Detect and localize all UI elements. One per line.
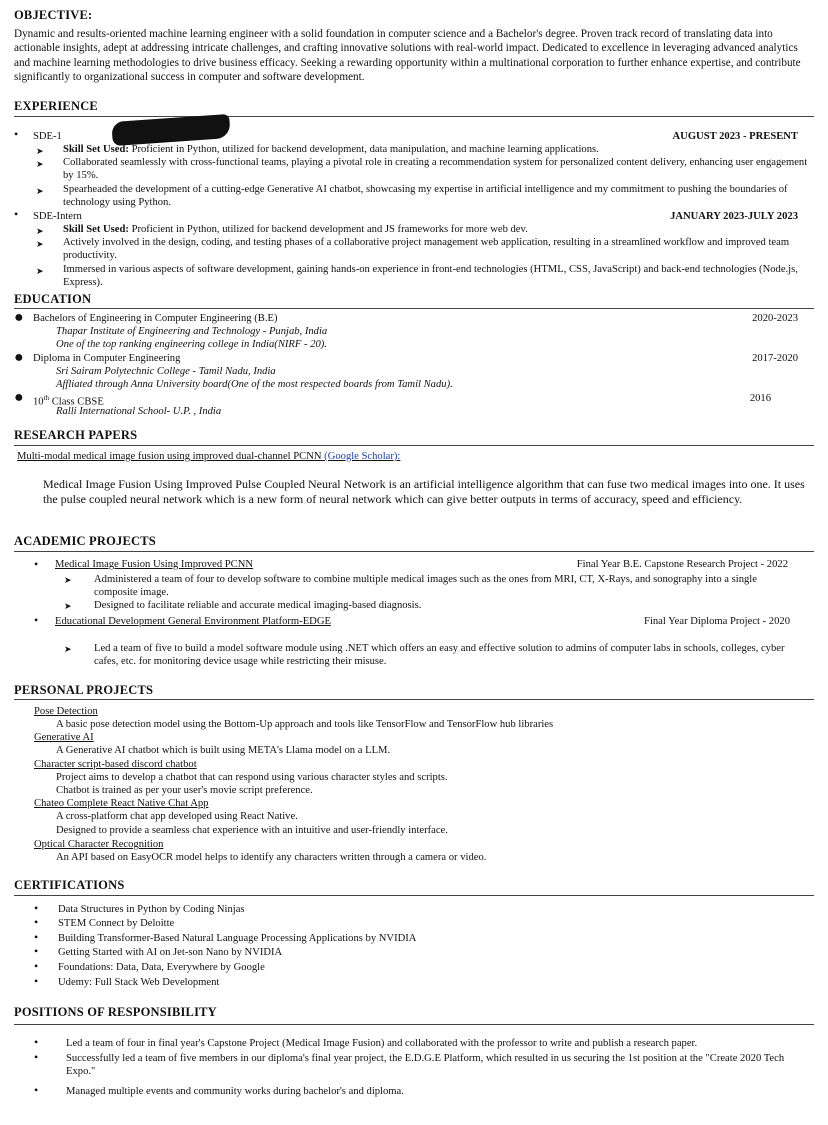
research-title	[17, 450, 400, 463]
certification-item: Getting Started with AI on Jet-son Nano by NVIDIA	[58, 947, 283, 958]
certification-item: Building Transformer-Based Natural Language Processing Applications by NVIDIA	[58, 933, 417, 944]
responsibility-heading: POSITIONS OF RESPONSIBILITY	[14, 1005, 217, 1019]
bullet-icon: •	[34, 959, 39, 973]
certification-item: Data Structures in Python by Coding Ninjas	[58, 904, 245, 915]
arrow-icon: ➤	[64, 601, 72, 611]
edu-years: 2016	[749, 393, 771, 404]
degree: Diploma in Computer Engineering	[33, 353, 181, 364]
project-note: Final Year B.E. Capstone Research Project - 2022	[576, 559, 788, 570]
institution: Thapar Institute of Engineering and Technology - Punjab, India	[56, 326, 328, 337]
degree-name: Class CBSE	[49, 396, 104, 408]
institution-note: Affliated through Anna University board(One of the most respected boards from Tamil Nadu).	[56, 379, 453, 390]
skill-set	[63, 143, 803, 156]
skill-text: Proficient in Python, utilized for backend development, data manipulation, and machine learning applications.	[128, 144, 599, 155]
job-dates: JANUARY 2023-JULY 2023	[670, 211, 798, 222]
personal-project-line: An API based on EasyOCR model helps to identify any characters written through a camera or video.	[56, 852, 487, 863]
certification-item: Foundations: Data, Data, Everywhere by Google	[58, 962, 265, 973]
project-point: Administered a team of four to develop software to combine multiple medical images such as the ones from MRI, CT, X-Rays, and sonography into a single composite image.	[94, 574, 757, 598]
personal-project-line: A Generative AI chatbot which is built using META's Llama model on a LLM.	[56, 745, 391, 756]
bullet-icon: •	[34, 613, 39, 627]
job-point: Immersed in various aspects of software development, gaining hands-on experience in front-end technologies (HTML, CSS, JavaScript) and back-end technologies (Node.js, Express).	[63, 264, 798, 288]
job-title: SDE-1	[33, 131, 62, 142]
project-name: Medical Image Fusion Using Improved PCNN	[55, 559, 254, 570]
bullet-icon: •	[34, 930, 39, 944]
arrow-icon: ➤	[36, 186, 44, 196]
certification-item: Udemy: Full Stack Web Development	[58, 977, 220, 988]
personal-project-name: Optical Character Recognition	[34, 839, 164, 850]
responsibility-item: Successfully led a team of five members in our diploma's final year project, the E.D.G.E Platform, which resulted in us securing the 1st position at the "Create 2020 Tech Expo."	[66, 1053, 785, 1077]
skill-set	[63, 223, 803, 236]
bullet-icon: •	[34, 915, 39, 929]
edu-years: 2017-2020	[752, 353, 798, 364]
bullet-icon: •	[34, 944, 39, 958]
institution: Ralli International School- U.P. , India	[56, 406, 222, 417]
personal-project-name: Generative AI	[34, 732, 94, 743]
skill-label: Skill Set Used:	[63, 224, 129, 235]
objective-heading: OBJECTIVE:	[14, 8, 93, 22]
job-point: Spearheaded the development of a cutting-edge Generative AI chatbot, showcasing my expertise in artificial intelligence and my commitment to pushing the boundaries of technology using Python.	[63, 184, 788, 208]
section-divider	[14, 116, 814, 117]
academic-heading: ACADEMIC PROJECTS	[14, 534, 156, 548]
edu-years: 2020-2023	[752, 313, 798, 324]
institution-note: One of the top ranking engineering college in India(NIRF - 20).	[56, 339, 327, 350]
section-divider	[14, 699, 814, 700]
skill-label: Skill Set Used:	[63, 144, 129, 155]
personal-heading: PERSONAL PROJECTS	[14, 683, 154, 697]
bullet-icon: •	[14, 127, 19, 141]
responsibility-item: Led a team of four in final year's Capstone Project (Medical Image Fusion) and collaborated with the professor to write and publish a research paper.	[66, 1038, 698, 1049]
section-divider	[14, 308, 814, 309]
arrow-icon: ➤	[64, 644, 72, 654]
section-divider	[14, 895, 814, 896]
bullet-icon: ●	[14, 309, 24, 326]
arrow-icon: ➤	[36, 266, 44, 276]
google-scholar-link[interactable]: (Google Scholar):	[324, 451, 401, 462]
redaction-mark	[111, 114, 230, 146]
skill-text: Proficient in Python, utilized for backend development and JS frameworks for more web dev.	[128, 224, 528, 235]
personal-project-name: Pose Detection	[34, 706, 98, 717]
personal-project-line: Project aims to develop a chatbot that can respond using various character styles and scripts.	[56, 772, 448, 783]
research-heading: RESEARCH PAPERS	[14, 428, 138, 442]
paper-title: Multi-modal medical image fusion using improved dual-channel PCNN	[17, 451, 322, 462]
bullet-icon: •	[34, 974, 39, 988]
project-note: Final Year Diploma Project - 2020	[644, 616, 790, 627]
bullet-icon: •	[34, 1050, 39, 1064]
arrow-icon: ➤	[36, 146, 44, 156]
job-point: Collaborated seamlessly with cross-functional teams, playing a pivotal role in creating a recommendation system for personalized content delivery, enhancing user engagement by 15%.	[63, 157, 808, 181]
bullet-icon: •	[34, 1035, 39, 1049]
objective-text: Dynamic and results-oriented machine learning engineer with a solid foundation in computer science and a Bachelor's degree. Proven track record of translating data into actionable insights, adept at addressing intricate challenges, and crafting innovative solutions with real-world impact. Dedicated to excellence in leveraging advanced analytics and machine learning methodologies to drive business efficacy. Seeking a rewarding opportunity within a multinational corporation to further enhance expertise, and contribute significantly to organizational success in computer and software development.	[14, 28, 801, 83]
bullet-icon: ●	[14, 389, 24, 406]
education-heading: EDUCATION	[14, 292, 92, 306]
personal-project-line: Designed to provide a seamless chat experience with an intuitive and user-friendly interface.	[56, 825, 448, 836]
personal-project-line: A basic pose detection model using the Bottom-Up approach and tools like TensorFlow and TensorFlow hub libraries	[56, 719, 554, 730]
personal-project-line: Chatbot is trained as per your user's movie script preference.	[56, 785, 313, 796]
section-divider	[14, 1024, 814, 1025]
bullet-icon: •	[34, 557, 39, 571]
arrow-icon: ➤	[36, 226, 44, 236]
arrow-icon: ➤	[36, 159, 44, 169]
project-point: Led a team of five to build a model software module using .NET which offers an easy and effective solution to admins of computer labs in schools, colleges, cyber cafes, etc. for monitoring device usage while restricting their misuse.	[94, 643, 785, 667]
responsibility-item: Managed multiple events and community works during bachelor's and diploma.	[66, 1086, 404, 1097]
arrow-icon: ➤	[64, 575, 72, 585]
job-dates: AUGUST 2023 - PRESENT	[672, 131, 798, 142]
research-body: Medical Image Fusion Using Improved Pulse Coupled Neural Network is an artificial intelligence algorithm that can fuse two medical images into one. It uses the pulse coupled neural network which is a new form of neural network which can give better outputs in terms of accuracy, speed and efficiency.	[43, 477, 805, 506]
bullet-icon: •	[14, 207, 19, 221]
certifications-heading: CERTIFICATIONS	[14, 878, 125, 892]
personal-project-name: Chateo Complete React Native Chat App	[34, 798, 209, 809]
job-point: Actively involved in the design, coding, and testing phases of a collaborative project management web application, resulting in a streamlined workflow and improved team productivity.	[63, 237, 790, 261]
institution: Sri Sairam Polytechnic College - Tamil Nadu, India	[56, 366, 276, 377]
job-title: SDE-Intern	[33, 211, 82, 222]
certification-item: STEM Connect by Deloitte	[58, 918, 175, 929]
project-point: Designed to facilitate reliable and accurate medical imaging-based diagnosis.	[94, 600, 422, 611]
project-name: Educational Development General Environment Platform-EDGE	[55, 616, 331, 627]
section-divider	[14, 551, 814, 552]
experience-heading: EXPERIENCE	[14, 99, 98, 113]
bullet-icon: ●	[14, 349, 24, 366]
bullet-icon: •	[34, 901, 39, 915]
degree-suffix: th	[43, 394, 50, 402]
degree-number: 10	[33, 396, 44, 408]
section-divider	[14, 445, 814, 446]
arrow-icon: ➤	[36, 239, 44, 249]
personal-project-name: Character script-based discord chatbot	[34, 759, 197, 770]
degree: Bachelors of Engineering in Computer Engineering (B.E)	[33, 313, 278, 324]
personal-project-line: A cross-platform chat app developed using React Native.	[56, 811, 298, 822]
bullet-icon: •	[34, 1083, 39, 1097]
